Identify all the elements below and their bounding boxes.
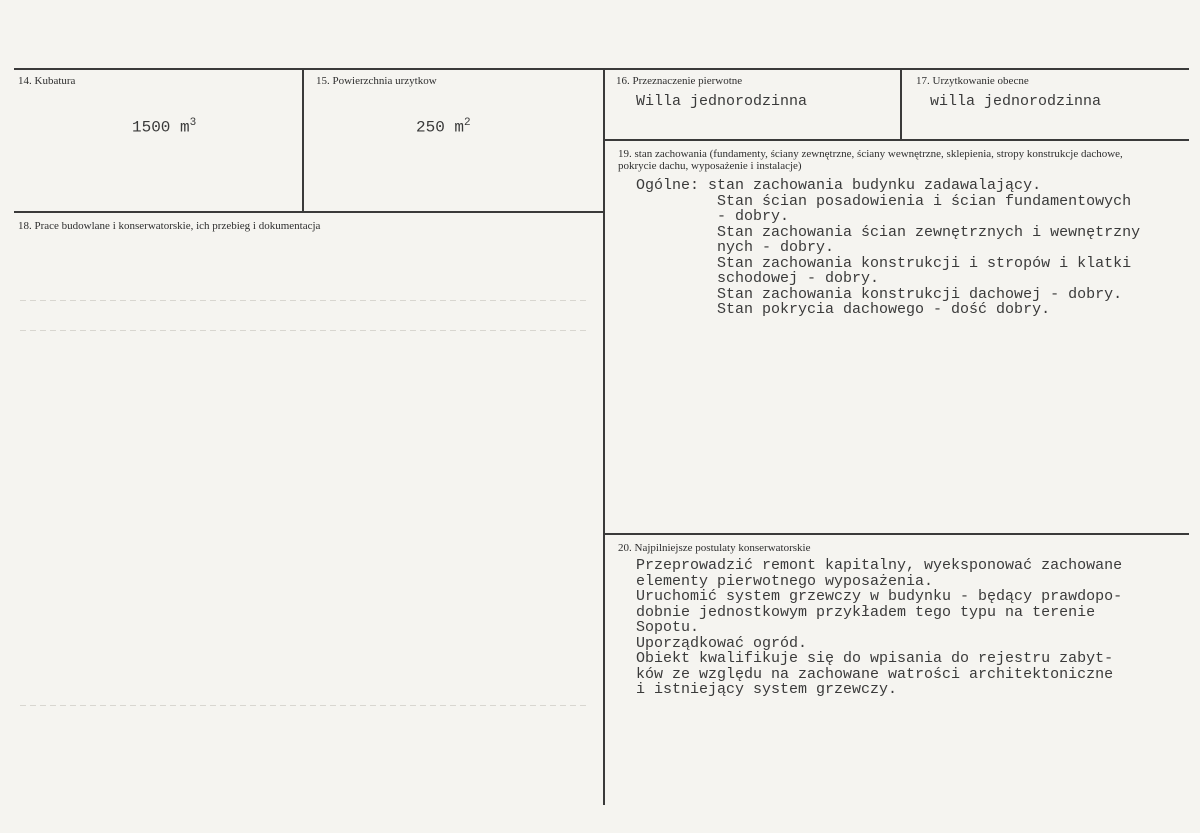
f19-line: Ogólne: stan zachowania budynku zadawalający. bbox=[636, 177, 1042, 194]
divider-row-18 bbox=[14, 211, 604, 213]
ghost-line bbox=[20, 330, 590, 331]
f20-line: Obiekt kwalifikuje się do wpisania do rejestru zabyt- bbox=[636, 650, 1114, 667]
f20-line: Sopotu. bbox=[636, 619, 700, 636]
field-20-label: 20. Najpilniejsze postulaty konserwatorskie bbox=[618, 542, 811, 554]
divider-row-19 bbox=[603, 139, 1189, 141]
field-14-label: 14. Kubatura bbox=[18, 75, 76, 87]
f19-line: Stan zachowania konstrukcji dachowej - dobry. bbox=[636, 285, 1123, 303]
f19-line: schodowej - dobry. bbox=[636, 270, 880, 287]
f19-line: nych - dobry. bbox=[636, 239, 835, 256]
field-16-label: 16. Przeznaczenie pierwotne bbox=[616, 75, 743, 87]
f19-line: - dobry. bbox=[636, 208, 790, 225]
f20-line: Przeprowadzić remont kapitalny, wyeksponować zachowane bbox=[636, 557, 1123, 574]
f20-line: Uruchomić system grzewczy w budynku - będący prawdopo- bbox=[636, 588, 1123, 605]
f19-line: Stan ścian posadowienia i ścian fundamentowych bbox=[636, 192, 1132, 210]
field-20-text bbox=[636, 558, 1122, 698]
f20-line: Uporządkować ogród. bbox=[636, 634, 808, 652]
field-16-value: Willa jednorodzinna bbox=[636, 93, 808, 110]
top-border bbox=[14, 68, 1189, 70]
field-17-label: 17. Urzytkowanie obecne bbox=[916, 75, 1029, 87]
divider-row-20 bbox=[603, 533, 1189, 535]
divider-14-15 bbox=[302, 68, 304, 212]
f20-line: ków ze względu na zachowane watrości architektoniczne bbox=[636, 665, 1114, 683]
field-19-text bbox=[636, 178, 1140, 318]
field-19-label: 19. stan zachowania (fundamenty, ściany zewnętrzne, ściany wewnętrzne, sklepienia, stropy konstrukcje dachowe, pokrycie dachu, wyposażenie i instalacje) bbox=[618, 148, 1123, 172]
f20-line: elementy pierwotnego wyposażenia. bbox=[636, 572, 934, 590]
field-15-label: 15. Powierzchnia urzytkow bbox=[316, 75, 437, 87]
divider-main bbox=[603, 68, 605, 805]
f19-line: Stan zachowania konstrukcji i stropów i klatki bbox=[636, 254, 1132, 272]
divider-16-17 bbox=[900, 68, 902, 140]
f19-line: Stan pokrycia dachowego - dość dobry. bbox=[636, 301, 1051, 318]
ghost-line bbox=[20, 300, 590, 301]
ghost-line bbox=[20, 705, 590, 706]
field-18-label: 18. Prace budowlane i konserwatorskie, ich przebieg i dokumentacja bbox=[18, 220, 321, 232]
f19-line: Stan zachowania ścian zewnętrznych i wewnętrzny bbox=[636, 223, 1141, 241]
field-14-value: 1500 $m^3$ bbox=[132, 117, 197, 137]
field-15-value: 250 $m^2$ bbox=[416, 117, 471, 137]
f20-line: dobnie jednostkowym przykładem tego typu na terenie bbox=[636, 603, 1096, 621]
field-17-value: willa jednorodzinna bbox=[930, 93, 1102, 110]
f20-line: i istniejący system grzewczy. bbox=[636, 681, 898, 698]
